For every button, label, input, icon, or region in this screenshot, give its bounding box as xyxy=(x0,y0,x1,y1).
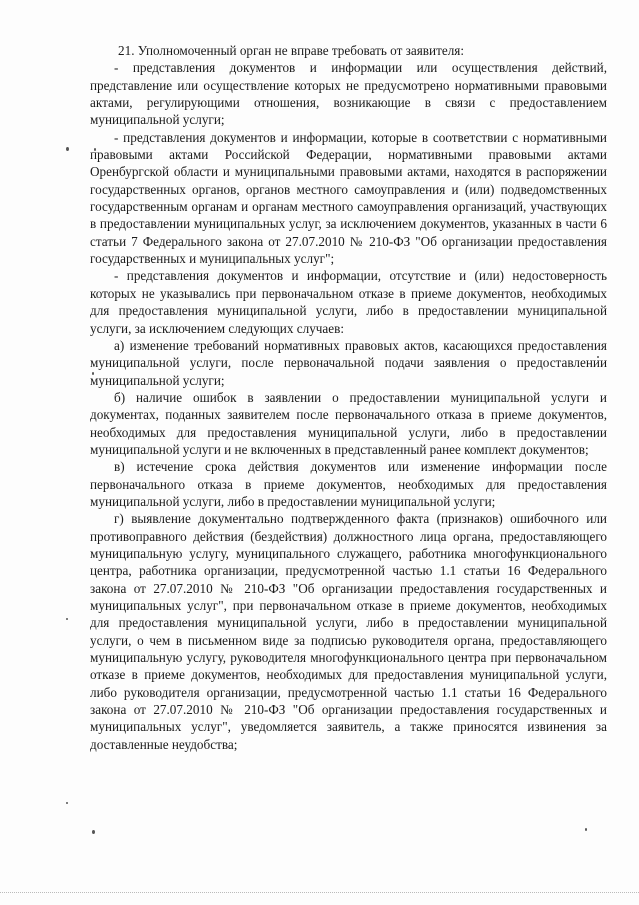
paragraph-sub-b: б) наличие ошибок в заявлении о предоставлении муниципальной услуги и документах, поданных заявителем после первоначального отказа в приеме документов, необходимых для предоставления муниципальной услуги, либо в предоставлении муниципальной услуги и не включенных в представленный ранее комплект документов; xyxy=(90,389,607,457)
document-body xyxy=(90,42,607,753)
scan-speck xyxy=(66,802,68,804)
scan-speck xyxy=(92,830,95,834)
paragraph-item-3: - представления документов и информации, отсутствие и (или) недостоверность которых не указывались при первоначальном отказе в приеме документов, необходимых для предоставления муниципальной услуги, либо в предоставлении муниципальной услуги, за исключением следующих случаев: xyxy=(90,268,607,336)
scan-speck xyxy=(66,618,68,620)
paragraph-item-2: - представления документов и информации, которые в соответствии с нормативными правовыми актами Российской Федерации, нормативными правовыми актами Оренбургской области и муниципальными правовыми актами, находятся в распоряжении государственных органов, органов местного самоуправления и (или) подведомственных государственным органам и органам местного самоуправления организаций, участвующих в предоставлении муниципальных услуг, за исключением документов, указанных в части 6 статьи 7 Федерального закона от 27.07.2010 № 210-ФЗ "Об организации предоставления государственных и муниципальных услуг"; xyxy=(90,129,607,267)
paragraph-21-heading: 21. Уполномоченный орган не вправе требовать от заявителя: xyxy=(118,43,465,58)
scan-margin-specks xyxy=(0,0,40,905)
paragraph-sub-g: г) выявление документально подтвержденного факта (признаков) ошибочного или противоправного действия (бездействия) должностного лица органа, предоставляющего муниципальную услугу, муниципального служащего, работника многофункционального центра, работника организации, предусмотренной частью 1.1 статьи 16 Федерального закона от 27.07.2010 № 210-ФЗ "Об организации предоставления государственных и муниципальных услуг", при первоначальном отказе в приеме документов, необходимых для предоставления муниципальной услуги, либо в предоставлении муниципальной услуги, о чем в письменном виде за подписью руководителя органа, предоставляющего муниципальную услугу, руководителя многофункционального центра при первоначальном отказе в приеме документов, необходимых для предоставления муниципальной услуги, либо руководителя организации, предусмотренной частью 1.1 статьи 16 Федерального закона от 27.07.2010 № 210-ФЗ "Об организации предоставления государственных и муниципальных услуг", уведомляется заявитель, а также приносятся извинения за доставленные неудобства; xyxy=(90,511,607,752)
paragraph-item-1: - представления документов и информации или осуществления действий, представление или осуществление которых не предусмотрено нормативными правовыми актами, регулирующими отношения, возникающие в связи с предоставлением муниципальной услуги; xyxy=(90,60,607,128)
paragraph-sub-v: в) истечение срока действия документов или изменение информации после первоначального отказа в приеме документов, необходимых для предоставления муниципальной услуги, либо в предоставлении муниципальной услуги; xyxy=(90,459,607,509)
paragraph-sub-a: а) изменение требований нормативных правовых актов, касающихся предоставления муниципальной услуги, после первоначальной подачи заявления о предоставлении муниципальной услуги; xyxy=(90,337,607,388)
scan-speck xyxy=(585,828,587,831)
scan-speck xyxy=(66,147,69,151)
scan-bottom-edge xyxy=(0,892,639,893)
